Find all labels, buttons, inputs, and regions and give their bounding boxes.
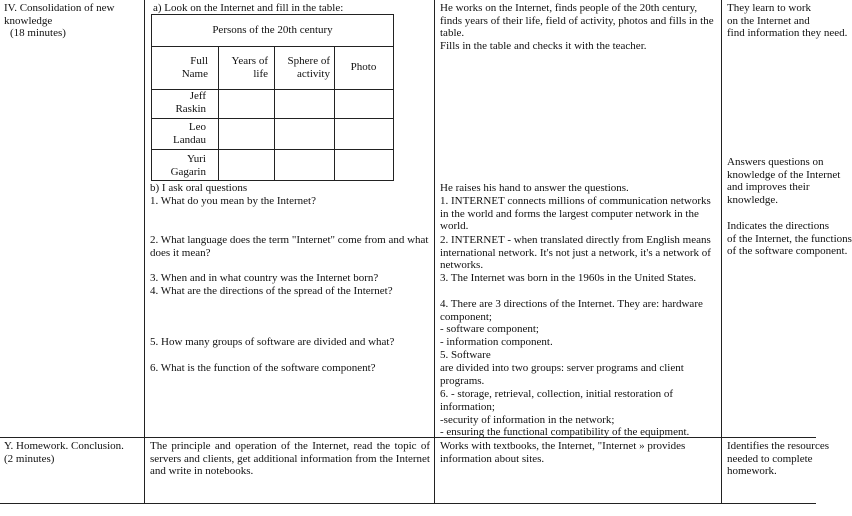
student-activity-2: Fills in the table and checks it with the teacher. — [440, 40, 647, 52]
table-header-cell: Full Name — [181, 55, 208, 80]
question-item: 4. What are the directions of the spread of the Internet? — [150, 285, 393, 297]
homework-student-text: Works with textbooks, the Internet, "Internet » provides information about sites. — [440, 440, 686, 465]
table-row-name: Jeff Raskin — [175, 90, 206, 115]
table-row-name: Yuri Gagarin — [170, 153, 206, 178]
answer-item: 2. INTERNET - when translated directly from English means international network. It's not just a network, it's a network of networks. — [440, 234, 711, 272]
question-item: 2. What language does the term "Internet" come from and what does it mean? — [150, 234, 429, 259]
teacher-task-b: b) I ask oral questions — [150, 182, 248, 194]
stage5-title-text: Y. Homework. Conclusion. — [4, 440, 124, 452]
result-3: Indicates the directions of the Internet, the functions of the software component. — [727, 220, 852, 258]
stage4-duration: (18 minutes) — [10, 27, 66, 40]
answer-item: - information component. — [440, 336, 553, 348]
answer-item: -security of information in the network; — [440, 414, 615, 426]
stage4-title-text: IV. Consolidation of new knowledge — [4, 2, 115, 27]
answer-item: - ensuring the functional compatibility of the equipment. — [440, 426, 690, 438]
answer-item: - software component; — [440, 323, 539, 335]
grid-line — [144, 0, 145, 503]
question-item: 3. When and in what country was the Internet born? — [150, 272, 379, 284]
teacher-task-a: a) Look on the Internet and fill in the table: — [153, 2, 344, 14]
student-activity-1: He works on the Internet, finds people of the 20th century, finds years of their life, field of activity, photos and fills in the table. — [440, 2, 714, 40]
table-line — [152, 118, 393, 119]
table-row-name: Leo Landau — [173, 121, 206, 146]
question-item: 1. What do you mean by the Internet? — [150, 195, 316, 207]
grid-line — [721, 0, 722, 503]
result-1: They learn to work on the Internet and find information they need. — [727, 2, 848, 40]
result-2: Answers questions on knowledge of the Internet and improves their knowledge. — [727, 156, 841, 206]
grid-line — [434, 0, 435, 503]
grid-line — [0, 503, 816, 504]
table-header-cell: Photo — [350, 61, 377, 73]
question-item: 6. What is the function of the software component? — [150, 362, 376, 374]
stage5-duration: (2 minutes) — [4, 452, 55, 465]
stage4-title — [4, 2, 140, 40]
table-caption: Persons of the 20th century — [212, 24, 333, 36]
stage5-title — [4, 440, 140, 465]
answer-item: 5. Software — [440, 349, 491, 361]
student-activity-3: He raises his hand to answer the questions. — [440, 182, 629, 194]
answer-item: 4. There are 3 directions of the Internet. They are: hardware component; — [440, 298, 703, 323]
table-header-cell: Sphere of activity — [287, 55, 330, 80]
table-line — [218, 46, 219, 180]
table-line — [274, 46, 275, 180]
table-header-cell: Years of life — [231, 55, 268, 80]
answer-item: 1. INTERNET connects millions of communication networks in the world and forms the largest computer network in the world. — [440, 195, 711, 233]
table-line — [152, 46, 393, 47]
answer-item: are divided into two groups: server programs and client programs. — [440, 362, 684, 387]
table-line — [152, 149, 393, 150]
persons-table — [151, 14, 394, 181]
question-item: 5. How many groups of software are divided and what? — [150, 336, 395, 348]
answer-item: 3. The Internet was born in the 1960s in the United States. — [440, 272, 697, 284]
answer-item: 6. - storage, retrieval, collection, initial restoration of information; — [440, 388, 674, 413]
homework-text: The principle and operation of the Internet, read the topic of servers and clients, get additional information from the Internet and write in notebooks. — [150, 440, 430, 478]
homework-result-text: Identifies the resources needed to complete homework. — [727, 440, 830, 478]
